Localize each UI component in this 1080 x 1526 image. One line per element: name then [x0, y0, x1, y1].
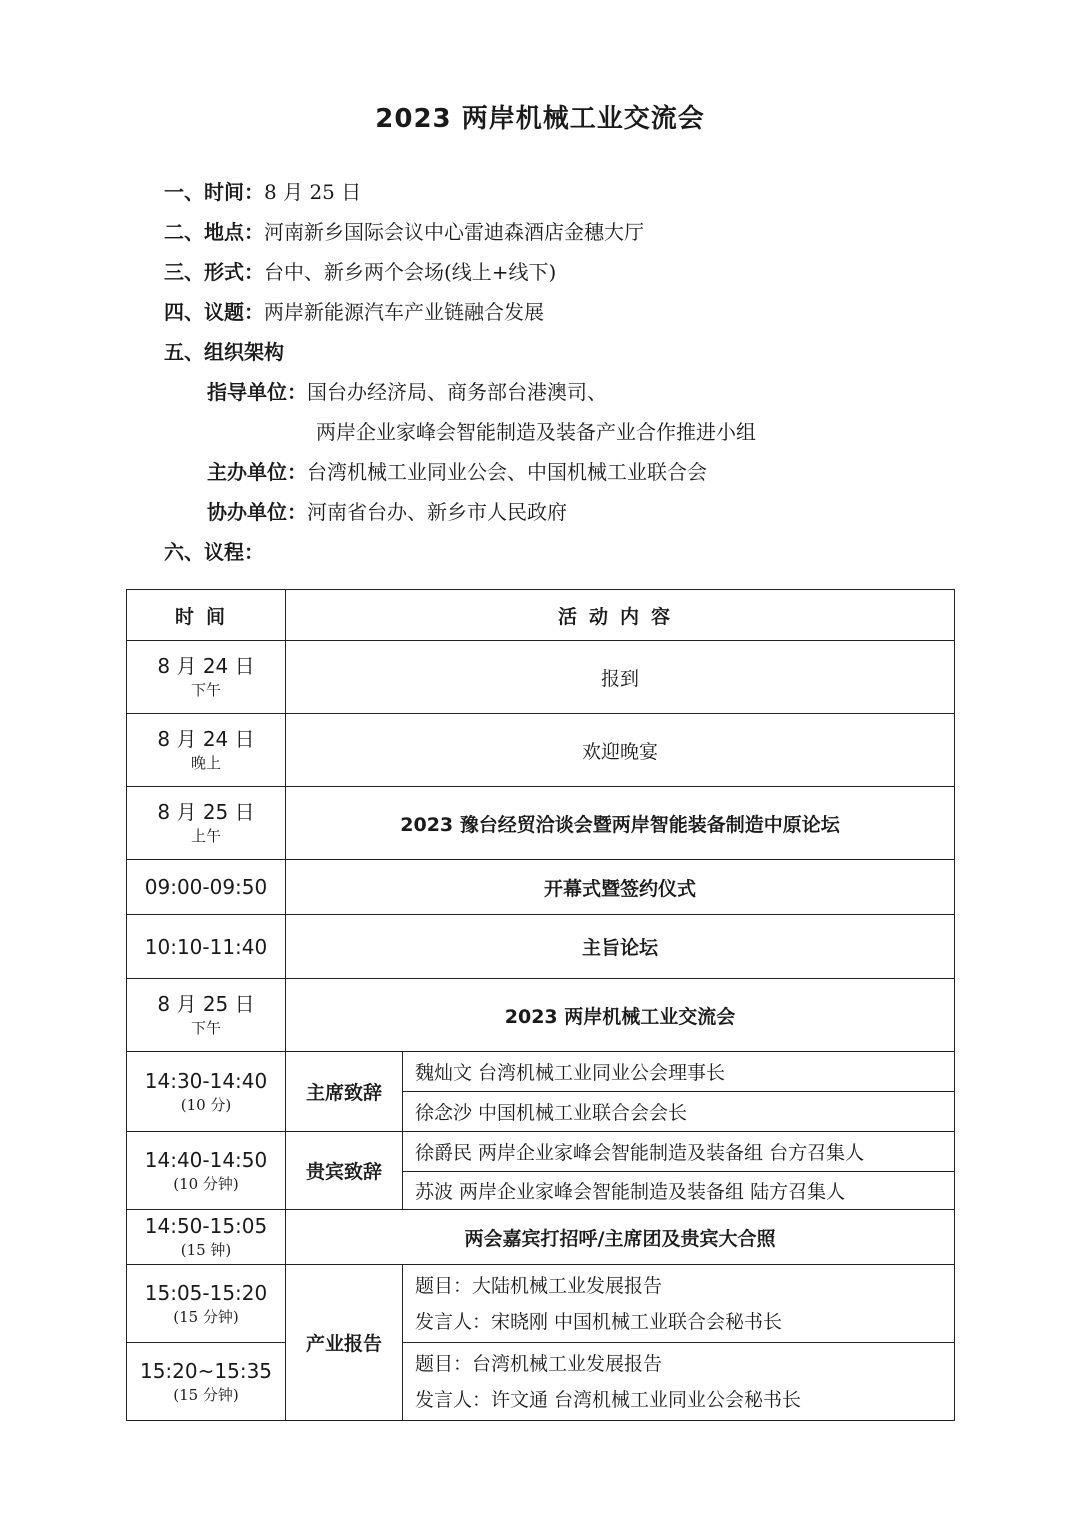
row-duration: (15 分钟): [173, 1385, 239, 1404]
row-period: 下午: [190, 681, 221, 699]
info-location-value: 河南新乡国际会议中心雷迪森酒店金穗大厅: [264, 220, 644, 244]
table-row: [127, 1052, 955, 1092]
org-guide-line2: 两岸企业家峰会智能制造及装备产业合作推进小组: [316, 420, 756, 444]
row-report-speaker: 发言人：宋晓刚 中国机械工业联合会秘书长: [415, 1310, 783, 1333]
org-host: [207, 458, 707, 486]
org-co: [207, 498, 567, 526]
row-report-cell: [403, 1265, 955, 1343]
row-type: 产业报告: [286, 1265, 403, 1421]
row-speaker: 魏灿文 台湾机械工业同业公会理事长: [403, 1052, 955, 1092]
row-time-cell: [127, 1265, 286, 1343]
info-topic-value: 两岸新能源汽车产业链融合发展: [264, 300, 544, 324]
row-time: 14:30-14:40: [144, 1068, 268, 1093]
row-time-cell: [127, 1343, 286, 1421]
row-date-cell: [127, 714, 286, 787]
row-period: 上午: [190, 827, 221, 845]
info-location: [164, 218, 644, 246]
row-content: 两会嘉宾打招呼/主席团及贵宾大合照: [286, 1210, 955, 1265]
row-time: 09:00-09:50: [127, 860, 286, 915]
row-time-cell: [127, 1210, 286, 1265]
row-time-cell: [127, 1052, 286, 1132]
table-row: [127, 1210, 955, 1265]
row-content: 欢迎晚宴: [286, 714, 955, 787]
info-organization: [164, 338, 284, 366]
row-duration: (10 分): [180, 1095, 232, 1114]
agenda-table: [126, 589, 955, 1421]
row-time: 14:40-14:50: [144, 1147, 268, 1172]
row-duration: (10 分钟): [173, 1174, 239, 1193]
row-content: 主旨论坛: [286, 915, 955, 979]
row-content: 开幕式暨签约仪式: [286, 860, 955, 915]
row-type: 贵宾致辞: [286, 1132, 403, 1210]
row-time-cell: [127, 1132, 286, 1210]
info-time-label: 一、时间：: [164, 180, 264, 204]
row-report-topic: 题目：大陆机械工业发展报告: [415, 1274, 663, 1297]
table-row: [127, 979, 955, 1052]
row-date: 8 月 25 日: [157, 800, 255, 824]
row-speaker: 徐念沙 中国机械工业联合会会长: [403, 1092, 955, 1132]
info-location-label: 二、地点：: [164, 220, 264, 244]
org-guide-line1: 国台办经济局、商务部台港澳司、: [307, 380, 607, 404]
table-row: [127, 1265, 955, 1343]
info-format-value: 台中、新乡两个会场(线上+线下): [264, 260, 557, 284]
row-content: 2023 两岸机械工业交流会: [286, 979, 955, 1052]
agenda-label-text: 六、议程：: [164, 540, 264, 564]
document-title: 2023 两岸机械工业交流会: [375, 104, 705, 134]
row-date-cell: [127, 979, 286, 1052]
row-report-topic: 题目：台湾机械工业发展报告: [415, 1352, 663, 1375]
org-host-label: 主办单位：: [207, 460, 307, 484]
info-topic: [164, 298, 544, 326]
table-header-row: [127, 590, 955, 641]
table-row: [127, 860, 955, 915]
row-period: 晚上: [190, 754, 221, 772]
info-time-value: 8 月 25 日: [264, 180, 362, 204]
row-time: 14:50-15:05: [144, 1214, 268, 1238]
row-date: 8 月 24 日: [157, 727, 255, 751]
row-report-cell: [403, 1343, 955, 1421]
header-content: 活动内容: [286, 590, 955, 641]
org-co-value: 河南省台办、新乡市人民政府: [307, 500, 567, 524]
info-topic-label: 四、议题：: [164, 300, 264, 324]
row-content: 报到: [286, 641, 955, 714]
table-row: [127, 1132, 955, 1172]
row-date: 8 月 24 日: [157, 654, 255, 678]
row-time: 10:10-11:40: [127, 915, 286, 979]
info-format: [164, 258, 556, 286]
row-type: 主席致辞: [286, 1052, 403, 1132]
table-row: [127, 1343, 955, 1421]
table-row: [127, 787, 955, 860]
row-speaker: 苏波 两岸企业家峰会智能制造及装备组 陆方召集人: [403, 1172, 955, 1210]
row-period: 下午: [190, 1019, 221, 1037]
table-row: [127, 714, 955, 787]
row-time: 15:05-15:20: [144, 1280, 268, 1305]
header-time: 时间: [127, 590, 286, 641]
row-report-speaker: 发言人：许文通 台湾机械工业同业公会秘书长: [415, 1388, 802, 1411]
org-co-label: 协办单位：: [207, 500, 307, 524]
org-guide: [207, 378, 607, 406]
row-date: 8 月 25 日: [157, 992, 255, 1016]
row-speaker: 徐爵民 两岸企业家峰会智能制造及装备组 台方召集人: [403, 1132, 955, 1172]
row-date-cell: [127, 787, 286, 860]
org-host-value: 台湾机械工业同业公会、中国机械工业联合会: [307, 460, 707, 484]
info-time: [164, 178, 361, 206]
agenda-label: [164, 538, 264, 566]
info-organization-label: 五、组织架构: [164, 340, 284, 364]
row-date-cell: [127, 641, 286, 714]
row-content: 2023 豫台经贸洽谈会暨两岸智能装备制造中原论坛: [286, 787, 955, 860]
row-duration: (15 钟): [180, 1241, 232, 1259]
row-time: 15:20~15:35: [139, 1358, 273, 1383]
table-row: [127, 915, 955, 979]
info-format-label: 三、形式：: [164, 260, 264, 284]
row-duration: (15 分钟): [173, 1307, 239, 1326]
table-row: [127, 641, 955, 714]
org-guide-label: 指导单位：: [207, 380, 307, 404]
